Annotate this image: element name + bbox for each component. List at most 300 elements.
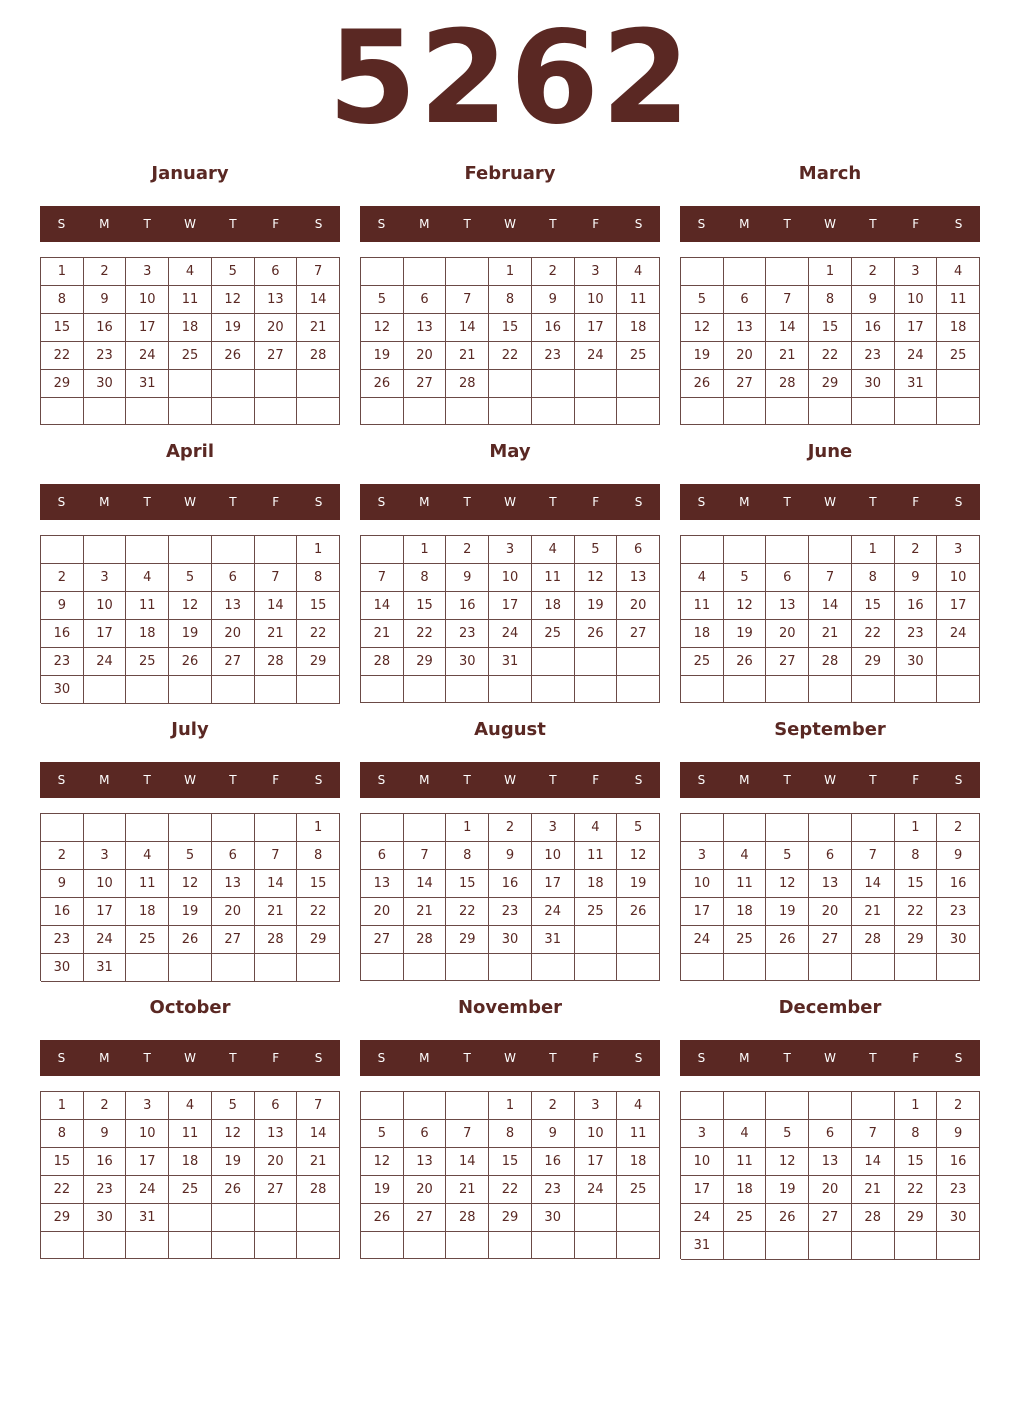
- day-cell: 9: [489, 842, 532, 870]
- month-name: August: [474, 719, 546, 740]
- weekday-header: [680, 206, 980, 242]
- empty-day-cell: [852, 676, 895, 703]
- day-cell: 5: [681, 286, 724, 314]
- day-cell: 20: [809, 898, 852, 926]
- weekday-label: F: [272, 495, 280, 509]
- weekday-label: M: [739, 1051, 750, 1065]
- day-cell: 13: [255, 286, 298, 314]
- day-cell: 27: [724, 370, 767, 398]
- empty-day-cell: [404, 398, 447, 425]
- day-grid: [360, 813, 660, 981]
- month-name: April: [165, 441, 215, 462]
- day-cell: 19: [724, 620, 767, 648]
- day-cell: 2: [532, 258, 575, 286]
- empty-day-cell: [212, 398, 255, 425]
- weekday-header: [360, 206, 660, 242]
- month-january: [40, 162, 340, 432]
- day-cell: 1: [895, 814, 938, 842]
- day-cell: 4: [617, 1092, 660, 1120]
- empty-day-cell: [937, 648, 980, 676]
- day-cell: 7: [404, 842, 447, 870]
- day-cell: 1: [489, 1092, 532, 1120]
- day-cell: 18: [617, 314, 660, 342]
- month-june: [680, 440, 980, 710]
- day-cell: 26: [617, 898, 660, 926]
- weekday-label: F: [592, 217, 600, 231]
- day-cell: 4: [126, 564, 169, 592]
- day-cell: 21: [361, 620, 404, 648]
- weekday-label: T: [783, 1051, 791, 1065]
- day-cell: 6: [809, 1120, 852, 1148]
- day-cell: 5: [169, 564, 212, 592]
- day-cell: 23: [532, 342, 575, 370]
- weekday-header: [360, 484, 660, 520]
- month-name: January: [151, 163, 229, 184]
- day-cell: 11: [169, 286, 212, 314]
- empty-day-cell: [404, 1232, 447, 1259]
- day-cell: 7: [809, 564, 852, 592]
- empty-day-cell: [766, 398, 809, 425]
- empty-day-cell: [169, 1204, 212, 1232]
- day-cell: 26: [169, 926, 212, 954]
- weekday-header: [680, 762, 980, 798]
- weekday-label: M: [419, 773, 430, 787]
- empty-day-cell: [404, 954, 447, 981]
- day-cell: 3: [575, 258, 618, 286]
- day-cell: 30: [41, 676, 84, 704]
- empty-day-cell: [617, 1204, 660, 1232]
- day-cell: 15: [297, 870, 340, 898]
- weekday-label: T: [869, 495, 877, 509]
- day-cell: 17: [937, 592, 980, 620]
- empty-day-cell: [532, 398, 575, 425]
- weekday-label: F: [912, 495, 920, 509]
- day-cell: 21: [255, 898, 298, 926]
- day-cell: 14: [852, 870, 895, 898]
- day-cell: 12: [361, 1148, 404, 1176]
- day-cell: 9: [852, 286, 895, 314]
- day-cell: 21: [446, 1176, 489, 1204]
- day-cell: 2: [489, 814, 532, 842]
- month-december: [680, 996, 980, 1266]
- day-cell: 7: [852, 842, 895, 870]
- day-cell: 20: [212, 898, 255, 926]
- weekday-label: S: [634, 495, 643, 509]
- day-cell: 17: [84, 898, 127, 926]
- day-cell: 2: [895, 536, 938, 564]
- day-cell: 23: [937, 1176, 980, 1204]
- day-cell: 8: [404, 564, 447, 592]
- day-cell: 27: [809, 926, 852, 954]
- day-cell: 14: [852, 1148, 895, 1176]
- day-cell: 10: [895, 286, 938, 314]
- month-name: June: [807, 441, 853, 462]
- day-cell: 11: [532, 564, 575, 592]
- weekday-label: T: [869, 217, 877, 231]
- empty-day-cell: [84, 1232, 127, 1259]
- day-cell: 23: [84, 1176, 127, 1204]
- day-cell: 25: [724, 926, 767, 954]
- day-cell: 3: [84, 564, 127, 592]
- month-name: November: [457, 997, 563, 1018]
- day-cell: 14: [404, 870, 447, 898]
- day-cell: 14: [297, 1120, 340, 1148]
- empty-day-cell: [126, 398, 169, 425]
- weekday-header: [40, 762, 340, 798]
- day-cell: 28: [766, 370, 809, 398]
- empty-day-cell: [361, 814, 404, 842]
- empty-day-cell: [489, 398, 532, 425]
- day-cell: 21: [766, 342, 809, 370]
- day-cell: 23: [41, 648, 84, 676]
- day-cell: 27: [255, 342, 298, 370]
- day-cell: 7: [297, 1092, 340, 1120]
- empty-day-cell: [895, 398, 938, 425]
- day-cell: 10: [937, 564, 980, 592]
- day-cell: 7: [361, 564, 404, 592]
- day-cell: 29: [489, 1204, 532, 1232]
- empty-day-cell: [404, 258, 447, 286]
- day-cell: 21: [446, 342, 489, 370]
- day-cell: 12: [724, 592, 767, 620]
- day-cell: 3: [84, 842, 127, 870]
- day-cell: 2: [852, 258, 895, 286]
- day-cell: 11: [617, 1120, 660, 1148]
- day-cell: 15: [895, 870, 938, 898]
- weekday-label: T: [783, 773, 791, 787]
- empty-day-cell: [532, 648, 575, 676]
- day-cell: 1: [852, 536, 895, 564]
- day-cell: 7: [446, 1120, 489, 1148]
- day-cell: 20: [766, 620, 809, 648]
- day-cell: 7: [255, 842, 298, 870]
- weekday-label: F: [912, 217, 920, 231]
- weekday-label: F: [592, 1051, 600, 1065]
- empty-day-cell: [852, 398, 895, 425]
- day-cell: 8: [895, 1120, 938, 1148]
- day-cell: 12: [169, 592, 212, 620]
- empty-day-cell: [852, 814, 895, 842]
- day-cell: 16: [895, 592, 938, 620]
- day-cell: 4: [126, 842, 169, 870]
- day-cell: 3: [937, 536, 980, 564]
- weekday-label: T: [229, 1051, 237, 1065]
- empty-day-cell: [212, 676, 255, 704]
- empty-day-cell: [446, 1092, 489, 1120]
- day-cell: 26: [361, 1204, 404, 1232]
- day-cell: 15: [446, 870, 489, 898]
- day-cell: 11: [724, 1148, 767, 1176]
- weekday-label: S: [697, 773, 706, 787]
- empty-day-cell: [575, 398, 618, 425]
- day-cell: 30: [895, 648, 938, 676]
- day-cell: 21: [809, 620, 852, 648]
- day-cell: 20: [255, 314, 298, 342]
- day-cell: 10: [126, 286, 169, 314]
- weekday-label: S: [697, 1051, 706, 1065]
- empty-day-cell: [575, 954, 618, 981]
- day-cell: 22: [41, 342, 84, 370]
- empty-day-cell: [575, 926, 618, 954]
- weekday-label: M: [99, 495, 110, 509]
- day-cell: 4: [724, 842, 767, 870]
- month-september: [680, 718, 980, 988]
- day-cell: 13: [617, 564, 660, 592]
- day-cell: 14: [809, 592, 852, 620]
- weekday-header: [360, 1040, 660, 1076]
- empty-day-cell: [575, 648, 618, 676]
- weekday-label: W: [504, 217, 516, 231]
- day-grid: [360, 535, 660, 703]
- day-cell: 24: [681, 1204, 724, 1232]
- day-cell: 5: [212, 258, 255, 286]
- month-name: May: [489, 441, 531, 462]
- month-october: [40, 996, 340, 1266]
- empty-day-cell: [895, 954, 938, 981]
- day-cell: 13: [212, 592, 255, 620]
- day-cell: 18: [575, 870, 618, 898]
- day-cell: 28: [255, 926, 298, 954]
- empty-day-cell: [212, 1204, 255, 1232]
- empty-day-cell: [255, 954, 298, 982]
- day-cell: 22: [809, 342, 852, 370]
- day-cell: 10: [575, 1120, 618, 1148]
- day-cell: 31: [126, 1204, 169, 1232]
- day-cell: 16: [84, 1148, 127, 1176]
- day-cell: 8: [297, 564, 340, 592]
- day-cell: 1: [41, 1092, 84, 1120]
- empty-day-cell: [41, 398, 84, 425]
- day-cell: 6: [404, 1120, 447, 1148]
- day-cell: 11: [126, 592, 169, 620]
- empty-day-cell: [84, 676, 127, 704]
- weekday-label: T: [549, 1051, 557, 1065]
- empty-day-cell: [361, 398, 404, 425]
- empty-day-cell: [617, 1232, 660, 1259]
- weekday-label: T: [463, 495, 471, 509]
- month-march: [680, 162, 980, 432]
- day-cell: 22: [297, 620, 340, 648]
- day-cell: 28: [446, 1204, 489, 1232]
- day-cell: 1: [489, 258, 532, 286]
- empty-day-cell: [724, 1092, 767, 1120]
- day-cell: 8: [489, 286, 532, 314]
- day-cell: 10: [126, 1120, 169, 1148]
- day-cell: 25: [724, 1204, 767, 1232]
- day-cell: 23: [852, 342, 895, 370]
- day-cell: 9: [84, 1120, 127, 1148]
- empty-day-cell: [255, 370, 298, 398]
- weekday-header: [40, 1040, 340, 1076]
- day-cell: 14: [255, 870, 298, 898]
- empty-day-cell: [297, 1204, 340, 1232]
- day-cell: 26: [766, 1204, 809, 1232]
- month-may: [360, 440, 660, 710]
- day-cell: 7: [255, 564, 298, 592]
- day-cell: 20: [404, 1176, 447, 1204]
- weekday-label: S: [377, 217, 386, 231]
- day-cell: 20: [212, 620, 255, 648]
- day-grid: [360, 1091, 660, 1259]
- day-cell: 19: [169, 898, 212, 926]
- day-cell: 9: [84, 286, 127, 314]
- weekday-header: [40, 484, 340, 520]
- day-cell: 29: [895, 926, 938, 954]
- day-grid: [680, 1091, 980, 1259]
- empty-day-cell: [126, 814, 169, 842]
- day-cell: 16: [937, 1148, 980, 1176]
- day-cell: 24: [84, 648, 127, 676]
- empty-day-cell: [446, 676, 489, 703]
- day-cell: 17: [84, 620, 127, 648]
- day-cell: 11: [126, 870, 169, 898]
- weekday-label: M: [739, 495, 750, 509]
- day-cell: 15: [489, 1148, 532, 1176]
- day-cell: 9: [446, 564, 489, 592]
- day-cell: 24: [126, 342, 169, 370]
- empty-day-cell: [681, 954, 724, 981]
- day-cell: 14: [297, 286, 340, 314]
- day-cell: 31: [681, 1232, 724, 1260]
- day-cell: 5: [212, 1092, 255, 1120]
- day-cell: 23: [937, 898, 980, 926]
- weekday-label: M: [99, 773, 110, 787]
- weekday-label: W: [184, 1051, 196, 1065]
- empty-day-cell: [212, 370, 255, 398]
- day-cell: 17: [126, 1148, 169, 1176]
- day-cell: 26: [169, 648, 212, 676]
- day-cell: 3: [575, 1092, 618, 1120]
- day-cell: 26: [575, 620, 618, 648]
- year-title: 5262: [327, 4, 693, 153]
- empty-day-cell: [681, 536, 724, 564]
- day-cell: 30: [84, 370, 127, 398]
- empty-day-cell: [809, 814, 852, 842]
- empty-day-cell: [766, 1232, 809, 1260]
- month-november: [360, 996, 660, 1266]
- day-cell: 27: [361, 926, 404, 954]
- day-cell: 5: [575, 536, 618, 564]
- empty-day-cell: [255, 536, 298, 564]
- day-cell: 17: [681, 1176, 724, 1204]
- day-cell: 3: [532, 814, 575, 842]
- day-cell: 27: [404, 1204, 447, 1232]
- day-cell: 5: [766, 1120, 809, 1148]
- day-cell: 31: [895, 370, 938, 398]
- day-cell: 26: [212, 342, 255, 370]
- empty-day-cell: [41, 536, 84, 564]
- day-cell: 14: [446, 1148, 489, 1176]
- day-cell: 24: [532, 898, 575, 926]
- day-cell: 12: [617, 842, 660, 870]
- empty-day-cell: [361, 536, 404, 564]
- day-cell: 5: [766, 842, 809, 870]
- day-cell: 6: [361, 842, 404, 870]
- day-cell: 24: [575, 342, 618, 370]
- day-cell: 13: [809, 1148, 852, 1176]
- weekday-label: W: [184, 495, 196, 509]
- empty-day-cell: [724, 1232, 767, 1260]
- day-cell: 20: [404, 342, 447, 370]
- day-cell: 22: [446, 898, 489, 926]
- day-cell: 2: [41, 842, 84, 870]
- day-cell: 7: [297, 258, 340, 286]
- day-cell: 18: [169, 314, 212, 342]
- day-cell: 8: [41, 286, 84, 314]
- day-cell: 13: [212, 870, 255, 898]
- day-cell: 29: [41, 1204, 84, 1232]
- day-cell: 24: [575, 1176, 618, 1204]
- month-name: July: [171, 719, 209, 740]
- day-cell: 3: [126, 258, 169, 286]
- day-cell: 15: [297, 592, 340, 620]
- day-cell: 23: [895, 620, 938, 648]
- empty-day-cell: [361, 954, 404, 981]
- day-cell: 6: [617, 536, 660, 564]
- day-cell: 24: [937, 620, 980, 648]
- weekday-label: S: [314, 217, 323, 231]
- day-cell: 27: [212, 926, 255, 954]
- day-grid: [40, 813, 340, 981]
- day-cell: 25: [617, 1176, 660, 1204]
- day-cell: 29: [895, 1204, 938, 1232]
- day-cell: 19: [169, 620, 212, 648]
- day-cell: 4: [617, 258, 660, 286]
- day-cell: 11: [724, 870, 767, 898]
- empty-day-cell: [532, 370, 575, 398]
- day-cell: 15: [809, 314, 852, 342]
- empty-day-cell: [809, 954, 852, 981]
- month-name: February: [464, 163, 556, 184]
- weekday-label: M: [419, 495, 430, 509]
- empty-day-cell: [84, 814, 127, 842]
- empty-day-cell: [297, 370, 340, 398]
- day-cell: 26: [361, 370, 404, 398]
- empty-day-cell: [126, 536, 169, 564]
- day-cell: 12: [212, 1120, 255, 1148]
- day-cell: 8: [489, 1120, 532, 1148]
- day-cell: 4: [681, 564, 724, 592]
- weekday-label: S: [634, 217, 643, 231]
- empty-day-cell: [681, 1092, 724, 1120]
- day-cell: 31: [84, 954, 127, 982]
- weekday-label: T: [229, 773, 237, 787]
- empty-day-cell: [212, 1232, 255, 1259]
- day-cell: 15: [404, 592, 447, 620]
- weekday-label: S: [634, 773, 643, 787]
- weekday-label: F: [592, 495, 600, 509]
- day-cell: 16: [41, 898, 84, 926]
- empty-day-cell: [895, 1232, 938, 1260]
- day-cell: 16: [852, 314, 895, 342]
- empty-day-cell: [169, 1232, 212, 1259]
- day-cell: 13: [724, 314, 767, 342]
- month-april: [40, 440, 340, 710]
- weekday-header: [360, 762, 660, 798]
- weekday-label: M: [99, 217, 110, 231]
- day-cell: 9: [41, 870, 84, 898]
- empty-day-cell: [297, 398, 340, 425]
- day-cell: 29: [446, 926, 489, 954]
- day-cell: 7: [852, 1120, 895, 1148]
- day-cell: 6: [766, 564, 809, 592]
- empty-day-cell: [84, 398, 127, 425]
- weekday-label: S: [954, 773, 963, 787]
- day-cell: 3: [126, 1092, 169, 1120]
- day-cell: 22: [852, 620, 895, 648]
- day-cell: 14: [766, 314, 809, 342]
- day-cell: 3: [681, 842, 724, 870]
